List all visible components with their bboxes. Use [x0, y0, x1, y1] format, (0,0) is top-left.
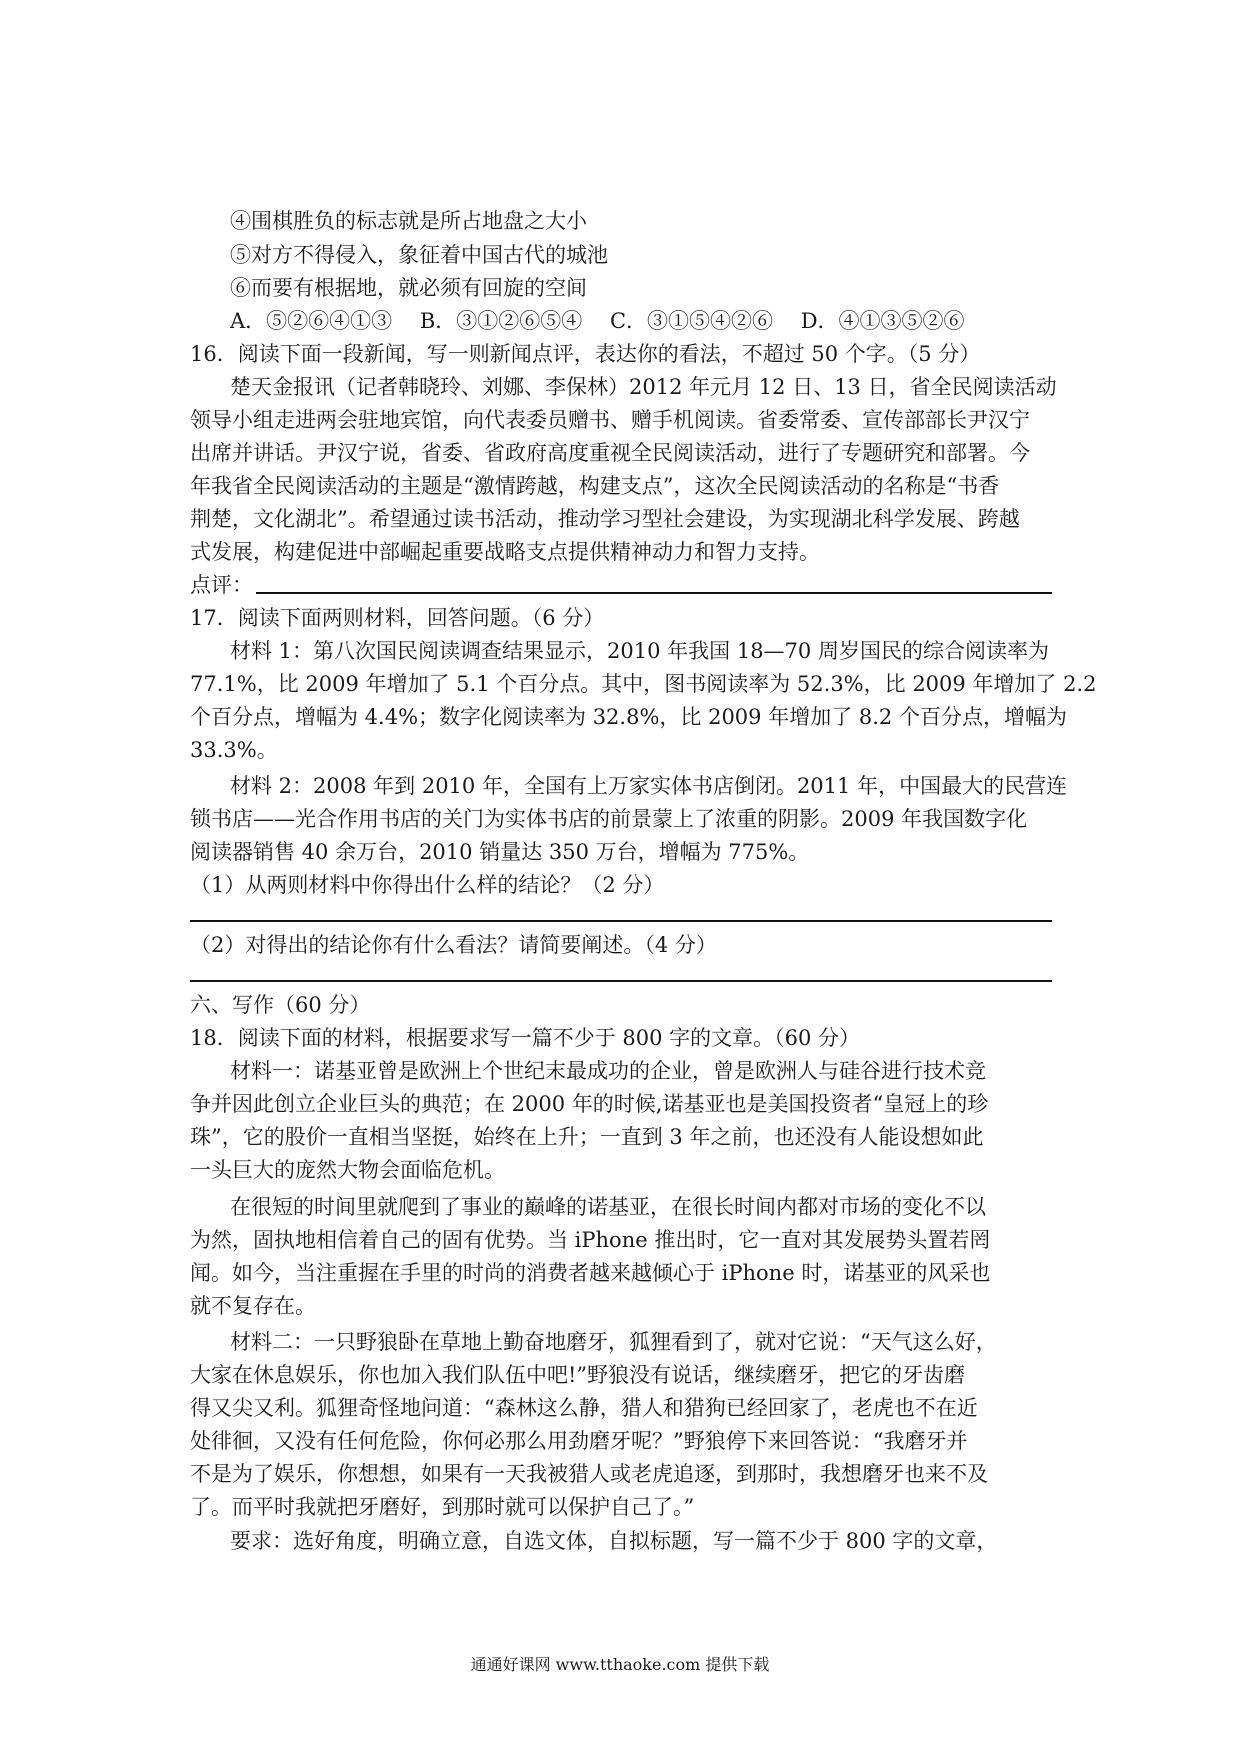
q15-option-5: ⑤对方不得侵入，象征着中国古代的城池 — [230, 243, 608, 267]
q17-material2-line: 锁书店——光合作用书店的关门为实体书店的前景蒙上了浓重的阴影。2009 年我国数字化 — [190, 807, 1028, 831]
q17-material1-line: 33.3%。 — [190, 738, 278, 762]
q18-material2-line: 处徘徊，又没有任何危险，你何必那么用劲磨牙呢？”野狼停下来回答说：“我磨牙并 — [190, 1429, 968, 1453]
q18-material1-line: 争并因此创立企业巨头的典范；在 2000 年的时候,诺基亚也是美国投资者“皇冠上的珍 — [190, 1092, 989, 1116]
q16-stem: 16．阅读下面一段新闻，写一则新闻点评，表达你的看法，不超过 50 个字。（5 分） — [190, 342, 981, 366]
q15-option-6: ⑥而要有根据地，就必须有回旋的空间 — [230, 276, 587, 300]
q17-material1-line: 材料 1：第八次国民阅读调查结果显示，2010 年我国 18—70 周岁国民的综合阅读率为 — [230, 639, 1049, 663]
q18-material1-line: 材料一：诺基亚曾是欧洲上个世纪末最成功的企业，曾是欧洲人与硅谷进行技术竞 — [230, 1059, 986, 1083]
q18-paragraph2-line: 就不复存在。 — [190, 1294, 316, 1318]
section-6-heading: 六、写作（60 分） — [190, 993, 371, 1017]
q18-paragraph2-line: 闻。如今，当注重握在手里的时尚的消费者越来越倾心于 iPhone 时，诺基亚的风采也 — [190, 1261, 991, 1285]
q15-option-4: ④围棋胜负的标志就是所占地盘之大小 — [230, 209, 587, 233]
q18-paragraph2-line: 为然，固执地相信着自己的固有优势。当 iPhone 推出时，它一直对其发展势头置若罔 — [190, 1228, 991, 1252]
q16-news-line: 楚天金报讯（记者韩晓玲、刘娜、李保林）2012 年元月 12 日、13 日，省全民阅读活动 — [230, 375, 1057, 399]
q17-sub1-answer-line[interactable] — [190, 920, 1052, 922]
q18-material2-line: 大家在休息娱乐，你也加入我们队伍中吧!”野狼没有说话，继续磨牙，把它的牙齿磨 — [190, 1363, 966, 1387]
q15-choices: A．⑤②⑥④①③ B．③①②⑥⑤④ C．③①⑤④②⑥ D．④①③⑤②⑥ — [230, 309, 965, 333]
q17-material2-line: 材料 2：2008 年到 2010 年，全国有上万家实体书店倒闭。2011 年，中国最大的民营连 — [230, 774, 1068, 798]
q17-sub2: （2）对得出的结论你有什么看法？请简要阐述。（4 分） — [190, 933, 717, 957]
q18-stem: 18．阅读下面的材料，根据要求写一篇不少于 800 字的文章。（60 分） — [190, 1026, 861, 1050]
q18-paragraph2-line: 在很短的时间里就爬到了事业的巅峰的诺基亚，在很长时间内都对市场的变化不以 — [230, 1195, 986, 1219]
q17-sub1: （1）从两则材料中你得出什么样的结论？（2 分） — [190, 873, 665, 897]
q18-material1-line: 一头巨大的庞然大物会面临危机。 — [190, 1158, 505, 1182]
q18-material2-line: 了。而平时我就把牙磨好，到那时就可以保护自己了。” — [190, 1495, 695, 1519]
q18-material1-line: 珠”，它的股价一直相当坚挺，始终在上升；一直到 3 年之前，也还没有人能设想如此 — [190, 1125, 984, 1149]
q18-material2-line: 材料二：一只野狼卧在草地上勤奋地磨牙，狐狸看到了，就对它说：“天气这么好， — [230, 1330, 997, 1354]
q16-news-line: 年我省全民阅读活动的主题是“激情跨越，构建支点”，这次全民阅读活动的名称是“书香 — [190, 474, 1000, 498]
q17-material1-line: 个百分点，增幅为 4.4%；数字化阅读率为 32.8%，比 2009 年增加了 8.2 个百分点，增幅为 — [190, 705, 1067, 729]
q16-comment-label: 点评： — [190, 573, 253, 597]
q16-answer-line[interactable] — [256, 592, 1052, 594]
q16-news-line: 荆楚，文化湖北”。希望通过读书活动，推动学习型社会建设，为实现湖北科学发展、跨越 — [190, 507, 1020, 531]
q16-news-line: 式发展，构建促进中部崛起重要战略支点提供精神动力和智力支持。 — [190, 540, 820, 564]
q17-material1-line: 77.1%，比 2009 年增加了 5.1 个百分点。其中，图书阅读率为 52.3%，比 2009 年增加了 2.2 — [190, 672, 1097, 696]
page-footer: 通通好课网 www.tthaoke.com 提供下载 — [470, 1655, 770, 1674]
q16-news-line: 出席并讲话。尹汉宁说，省委、省政府高度重视全民阅读活动，进行了专题研究和部署。今 — [190, 441, 1030, 465]
q16-news-line: 领导小组走进两会驻地宾馆，向代表委员赠书、赠手机阅读。省委常委、宣传部部长尹汉宁 — [190, 408, 1030, 432]
q18-requirements: 要求：选好角度，明确立意，自选文体，自拟标题，写一篇不少于 800 字的文章， — [230, 1529, 998, 1553]
q17-stem: 17．阅读下面两则材料，回答问题。（6 分） — [190, 606, 605, 630]
q17-sub2-answer-line[interactable] — [190, 980, 1052, 982]
q18-material2-line: 得又尖又利。狐狸奇怪地问道：“森林这么静，猎人和猎狗已经回家了，老虎也不在近 — [190, 1396, 978, 1420]
q17-material2-line: 阅读器销售 40 余万台，2010 销量达 350 万台，增幅为 775%。 — [190, 840, 810, 864]
q18-material2-line: 不是为了娱乐，你想想，如果有一天我被猎人或老虎追逐，到那时，我想磨牙也来不及 — [190, 1462, 988, 1486]
